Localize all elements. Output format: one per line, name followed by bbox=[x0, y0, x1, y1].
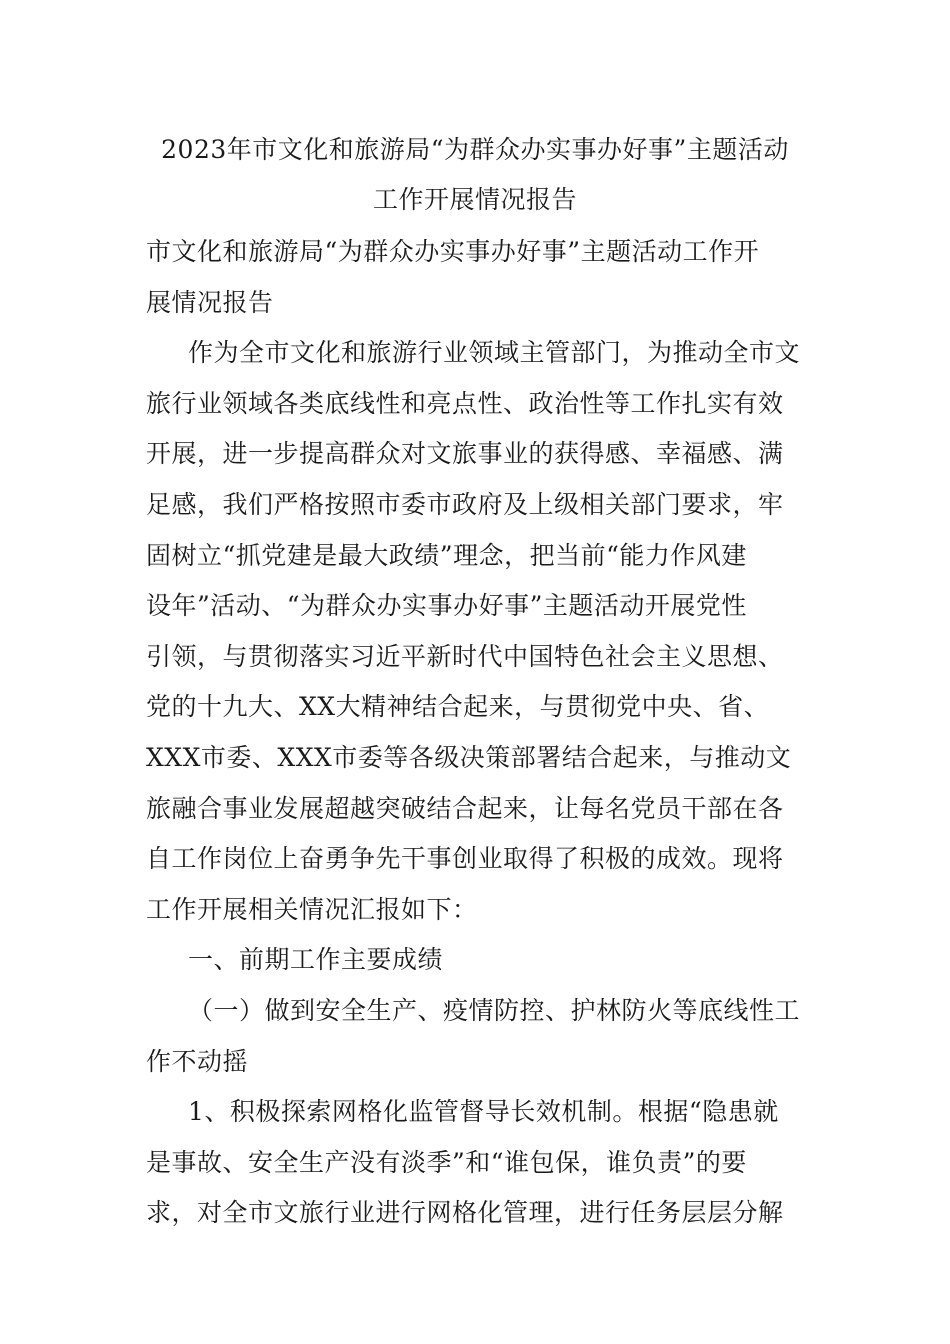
body-text-line: 一、前期工作主要成绩 bbox=[188, 945, 444, 974]
body-text-line: 引领，与贯彻落实习近平新时代中国特色社会主义思想、 bbox=[146, 642, 784, 671]
body-text-line: 党的十九大、XX大精神结合起来，与贯彻党中央、省、 bbox=[146, 692, 770, 721]
body-text-line: 是事故、安全生产没有淡季”和“谁包保，谁负责”的要 bbox=[146, 1148, 747, 1177]
body-text-line: 自工作岗位上奋勇争先干事创业取得了积极的成效。现将 bbox=[146, 844, 784, 873]
body-text-line: 设年”活动、“为群众办实事办好事”主题活动开展党性 bbox=[146, 591, 747, 620]
body-text-line: （一）做到安全生产、疫情防控、护林防火等底线性工 bbox=[188, 996, 801, 1025]
body-text-line: XXX市委、XXX市委等各级决策部署结合起来，与推动文 bbox=[146, 743, 792, 772]
body-text-line: 展情况报告 bbox=[146, 288, 274, 317]
document-title-line-1: 2023年市文化和旅游局“为群众办实事办好事”主题活动 bbox=[161, 135, 789, 164]
body-text-line: 作不动摇 bbox=[146, 1047, 249, 1076]
body-text-line: 1、积极探索网格化监管督导长效机制。根据“隐患就 bbox=[188, 1097, 779, 1126]
body-text-line: 求，对全市文旅行业进行网格化管理，进行任务层层分解 bbox=[146, 1198, 784, 1227]
body-text-line: 作为全市文化和旅游行业领域主管部门，为推动全市文 bbox=[188, 338, 801, 367]
body-text-line: 旅融合事业发展超越突破结合起来，让每名党员干部在各 bbox=[146, 794, 784, 823]
body-text-line: 固树立“抓党建是最大政绩”理念，把当前“能力作风建 bbox=[146, 541, 747, 570]
body-text-line: 开展，进一步提高群众对文旅事业的获得感、幸福感、满 bbox=[146, 439, 784, 468]
document-title-line-2: 工作开展情况报告 bbox=[372, 185, 577, 214]
body-text-line: 工作开展相关情况汇报如下： bbox=[146, 895, 478, 924]
body-text-line: 旅行业领域各类底线性和亮点性、政治性等工作扎实有效 bbox=[146, 389, 784, 418]
body-text-line: 市文化和旅游局“为群众办实事办好事”主题活动工作开 bbox=[146, 237, 760, 266]
body-text-line: 足感，我们严格按照市委市政府及上级相关部门要求，牢 bbox=[146, 490, 784, 519]
